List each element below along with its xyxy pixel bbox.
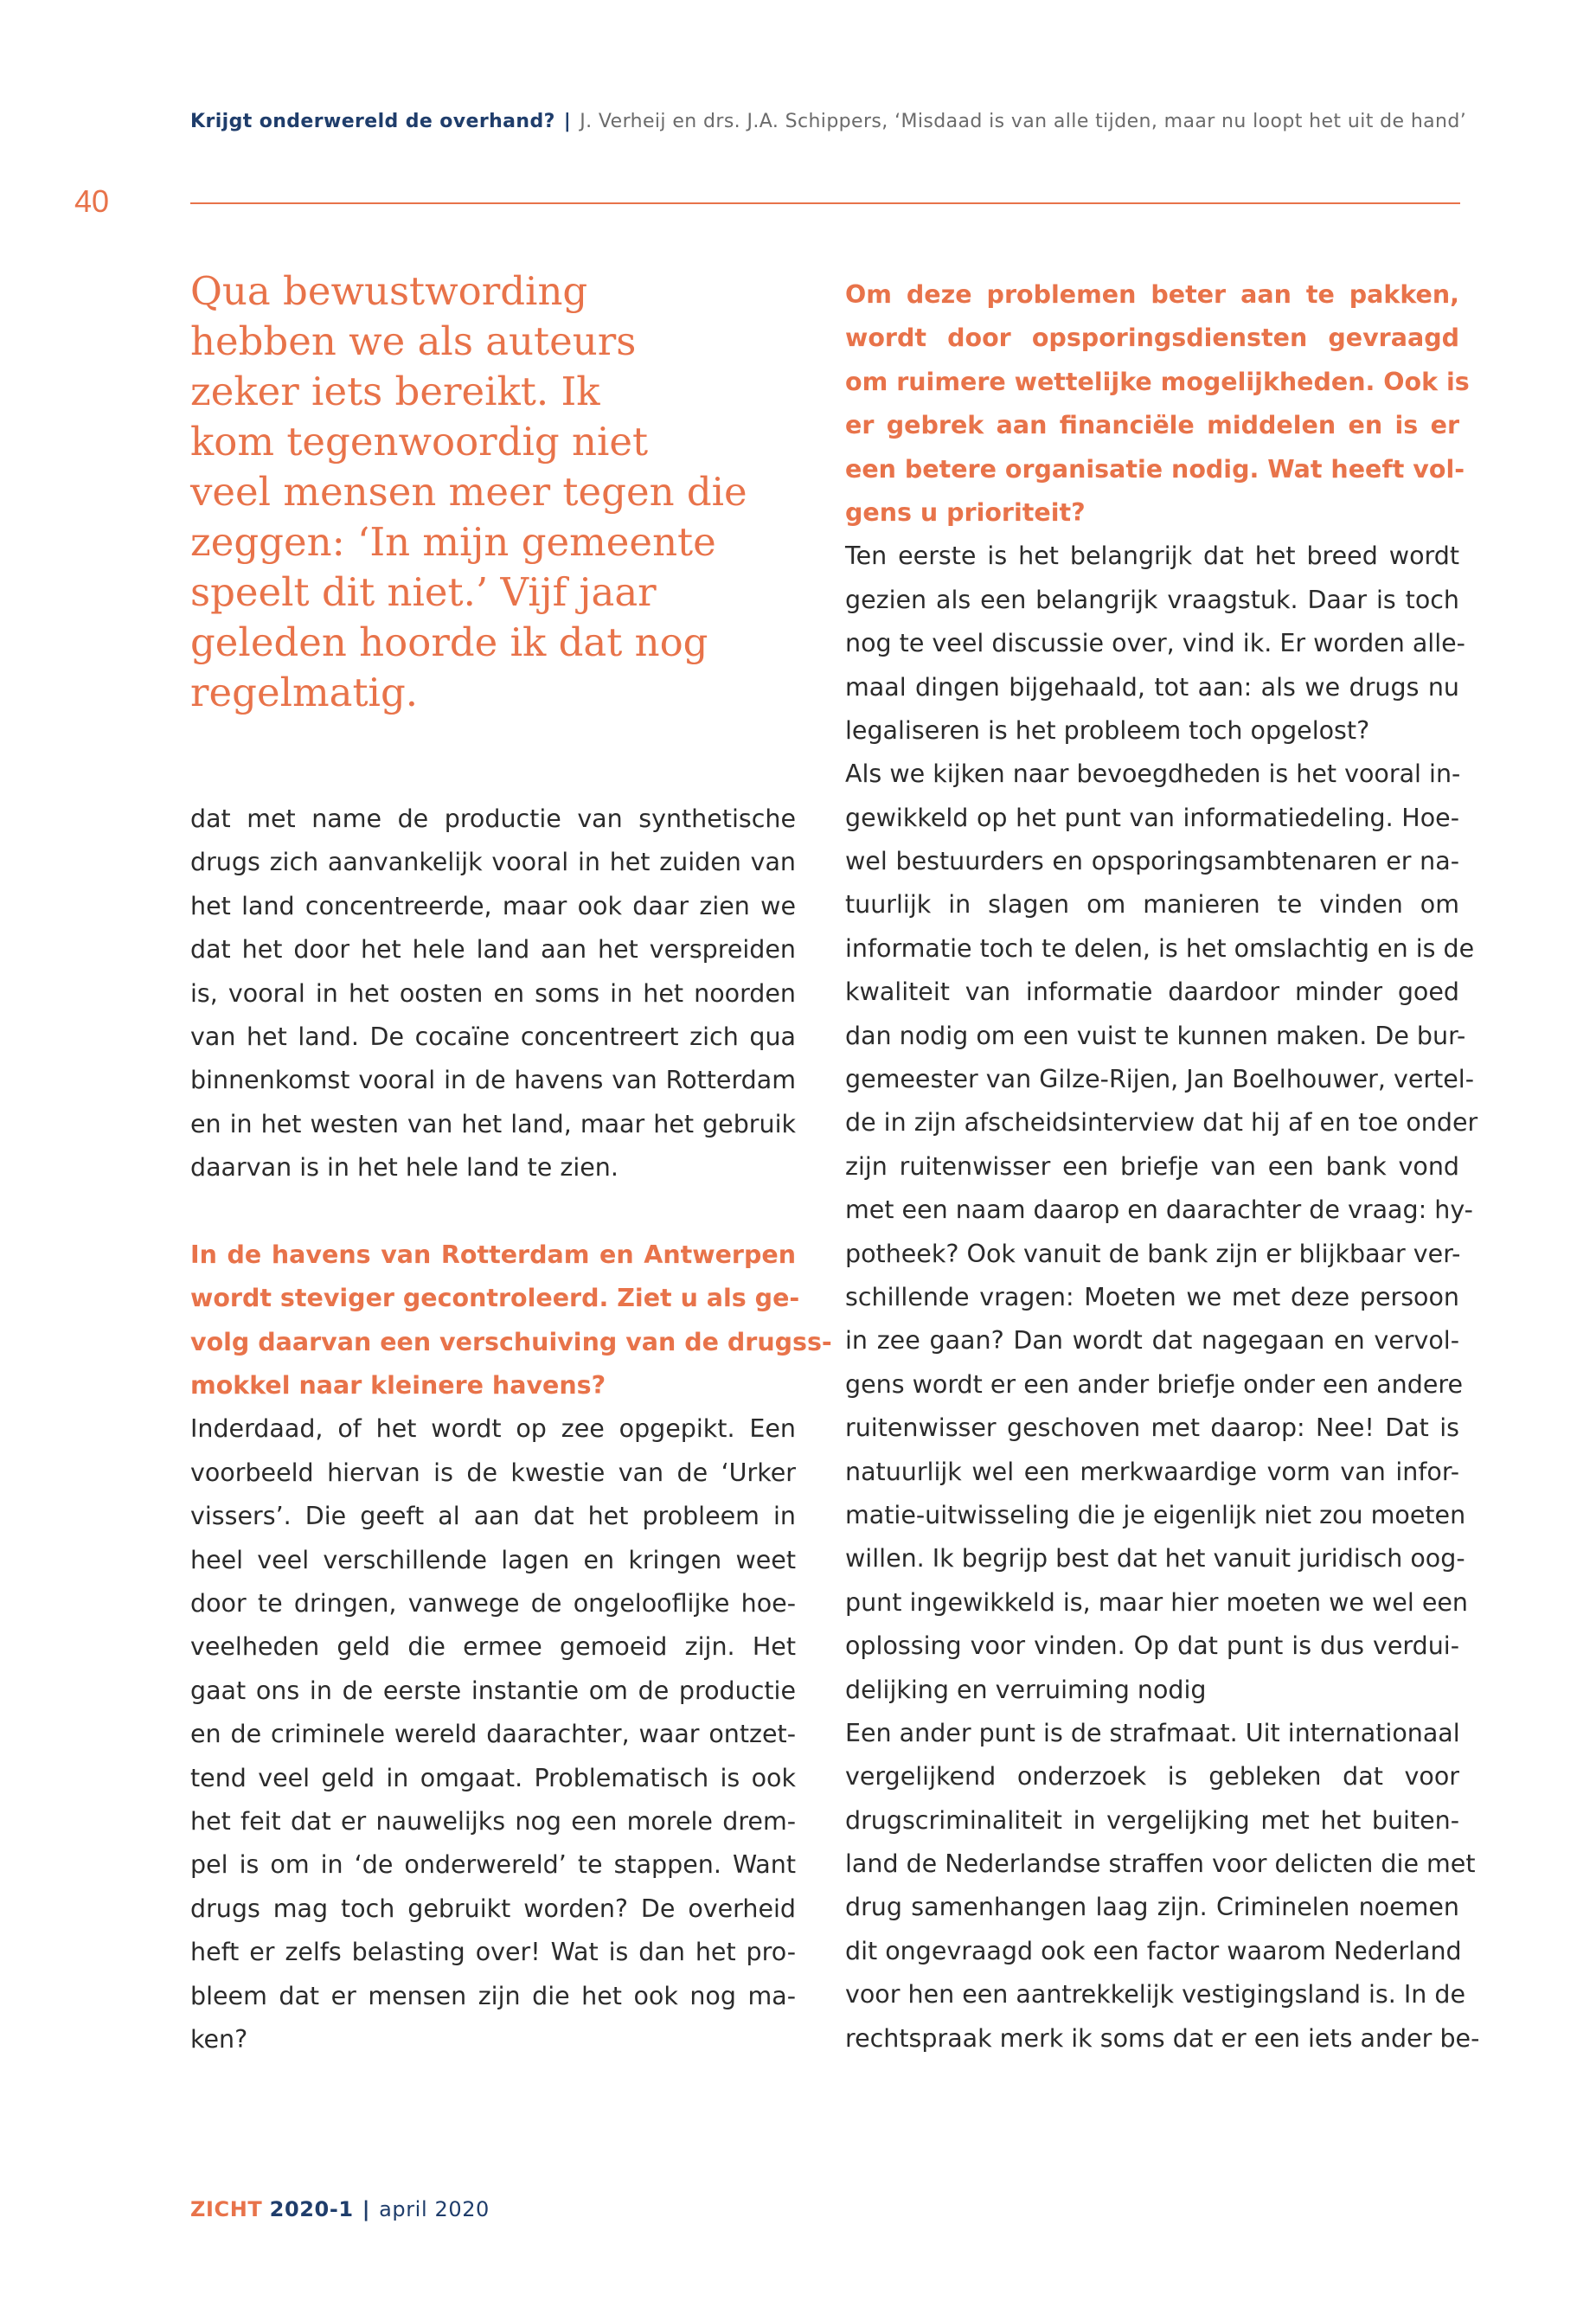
text-line: land de Nederlandse straffen voor delicten die met — [845, 1849, 1476, 1879]
left-column — [190, 798, 832, 2061]
pull-quote — [190, 266, 813, 718]
text-line: gens u prioriteit? — [845, 497, 1086, 527]
text-line: legaliseren is het probleem toch opgelost? — [845, 715, 1370, 745]
text-line: dat met name de productie van synthetische — [190, 804, 796, 833]
text-line: drugscriminaliteit in vergelijking met het buiten- — [845, 1805, 1459, 1835]
text-line: Ten eerste is het belangrijk dat het breed wordt — [845, 542, 1459, 571]
header-rule — [190, 202, 1460, 204]
text-line: potheek? Ook vanuit de bank zijn er blijkbaar ver- — [845, 1239, 1461, 1268]
text-line: daarvan is in het hele land te zien. — [190, 1153, 619, 1183]
text-line: gewikkeld op het punt van informatiedeling. Hoe- — [845, 803, 1459, 832]
text-line: vissers’. Die geeft al aan dat het probleem in — [190, 1502, 796, 1531]
text-line: mokkel naar kleinere havens? — [190, 1371, 606, 1400]
text-line: drugs zich aanvankelijk vooral in het zuiden van — [190, 848, 796, 877]
right-question — [845, 273, 1470, 535]
text-line: rechtspraak merk ik soms dat er een iets ander be- — [845, 2023, 1480, 2053]
text-line: om ruimere wettelijke mogelijkheden. Ook is — [845, 367, 1470, 396]
text-line: ruitenwisser geschoven met daarop: Nee! Dat is — [845, 1413, 1459, 1443]
text-line: oplossing voor vinden. Op dat punt is dus verdui- — [845, 1631, 1459, 1661]
text-line: door te dringen, vanwege de ongelooflijke hoe- — [190, 1589, 796, 1618]
pull-quote-line: geleden hoorde ik dat nog — [190, 619, 708, 665]
text-line: wel bestuurders en opsporingsambtenaren er na- — [845, 847, 1459, 876]
text-line: en in het westen van het land, maar het gebruik — [190, 1109, 796, 1138]
text-line: drug samenhangen laag zijn. Criminelen noemen — [845, 1893, 1459, 1922]
header-citation: J. Verheij en drs. J.A. Schippers, ‘Misdaad is van alle tijden, maar nu loopt het uit de hand’ — [580, 111, 1467, 132]
text-line: heft er zelfs belasting over! Wat is dan het pro- — [190, 1938, 796, 1967]
text-line: en de criminele wereld daarachter, waar ontzet- — [190, 1720, 796, 1749]
text-line: drugs mag toch gebruikt worden? De overheid — [190, 1894, 796, 1923]
right-paragraph-2 — [845, 753, 1478, 1712]
right-column — [845, 273, 1480, 2061]
page-number: 40 — [74, 183, 110, 219]
left-answer — [190, 1407, 796, 2061]
text-line: gezien als een belangrijk vraagstuk. Daar is toch — [845, 585, 1459, 614]
text-line: natuurlijk wel een merkwaardige vorm van infor- — [845, 1457, 1459, 1486]
text-line: tend veel geld in omgaat. Problematisch is ook — [190, 1763, 796, 1792]
text-line: punt ingewikkeld is, maar hier moeten we wel een — [845, 1587, 1468, 1617]
header-separator: | — [563, 111, 572, 132]
footer-separator: | — [362, 2197, 371, 2221]
text-line: kwaliteit van informatie daardoor minder goed — [845, 977, 1459, 1007]
pull-quote-line: kom tegenwoordig niet — [190, 419, 649, 465]
text-line: bleem dat er mensen zijn die het ook nog ma- — [190, 1981, 796, 2010]
text-line: Een ander punt is de strafmaat. Uit internationaal — [845, 1718, 1460, 1747]
text-line: veelheden geld die ermee gemoeid zijn. Het — [190, 1632, 796, 1662]
text-line: dat het door het hele land aan het verspreiden — [190, 935, 796, 965]
pull-quote-line: hebben we als auteurs — [190, 318, 637, 364]
text-line: gaat ons in de eerste instantie om de productie — [190, 1676, 796, 1705]
text-line: er gebrek aan financiële middelen en is er — [845, 411, 1459, 440]
text-line: schillende vragen: Moeten we met deze persoon — [845, 1282, 1459, 1311]
text-line: het land concentreerde, maar ook daar zien we — [190, 891, 796, 920]
text-line: maal dingen bijgehaald, tot aan: als we drugs nu — [845, 672, 1459, 702]
text-line: matie-uitwisseling die je eigenlijk niet zou moeten — [845, 1500, 1466, 1529]
paragraph-gap — [190, 1190, 796, 1234]
footer-brand: ZICHT — [190, 2197, 263, 2221]
text-line: wordt steviger gecontroleerd. Ziet u als ge- — [190, 1284, 800, 1313]
text-line: ken? — [190, 2024, 248, 2054]
text-line: in zee gaan? Dan wordt dat nagegaan en vervol- — [845, 1326, 1459, 1356]
header-title: Krijgt onderwereld de overhand? — [190, 111, 555, 132]
text-line: is, vooral in het oosten en soms in het noorden — [190, 978, 796, 1008]
pull-quote-line: veel mensen meer tegen die — [190, 469, 747, 515]
left-question — [190, 1234, 832, 1408]
pull-quote-line: zeggen: ‘In mijn gemeente — [190, 519, 716, 565]
text-line: zijn ruitenwisser een briefje van een bank vond — [845, 1151, 1459, 1181]
pull-quote-line: regelmatig. — [190, 670, 419, 715]
text-line: gens wordt er een ander briefje onder een andere — [845, 1369, 1463, 1399]
text-line: nog te veel discussie over, vind ik. Er worden alle- — [845, 629, 1465, 658]
text-line: pel is om in ‘de onderwereld’ te stappen. Want — [190, 1850, 796, 1880]
right-paragraph-1 — [845, 535, 1465, 753]
left-paragraph-1 — [190, 798, 796, 1190]
text-line: het feit dat er nauwelijks nog een morele drem- — [190, 1806, 796, 1836]
text-line: delijking en verruiming nodig — [845, 1675, 1207, 1704]
text-line: willen. Ik begrijp best dat het vanuit juridisch oog- — [845, 1544, 1465, 1574]
text-line: dan nodig om een vuist te kunnen maken. De bur- — [845, 1021, 1466, 1050]
text-line: gemeester van Gilze-Rijen, Jan Boelhouwer, vertel- — [845, 1065, 1475, 1094]
text-line: dit ongevraagd ook een factor waarom Nederland — [845, 1936, 1462, 1965]
footer-issue: 2020-1 — [269, 2197, 354, 2221]
running-header — [190, 111, 1467, 132]
text-line: wordt door opsporingsdiensten gevraagd — [845, 324, 1459, 353]
text-line: de in zijn afscheidsinterview dat hij af en toe onder — [845, 1108, 1478, 1138]
text-line: Om deze problemen beter aan te pakken, — [845, 280, 1459, 309]
pull-quote-line: speelt dit niet.’ Vijf jaar — [190, 569, 657, 615]
text-line: tuurlijk in slagen om manieren te vinden om — [845, 890, 1459, 920]
text-line: voor hen een aantrekkelijk vestigingsland is. In de — [845, 1980, 1466, 2009]
text-line: heel veel verschillende lagen en kringen weet — [190, 1545, 796, 1574]
text-line: met een naam daarop en daarachter de vraag: hy- — [845, 1195, 1473, 1225]
text-line: Als we kijken naar bevoegdheden is het vooral in- — [845, 760, 1461, 789]
pull-quote-line: zeker iets bereikt. Ik — [190, 369, 600, 414]
text-line: In de havens van Rotterdam en Antwerpen — [190, 1240, 796, 1269]
text-line: van het land. De cocaïne concentreert zich qua — [190, 1022, 796, 1051]
text-line: voorbeeld hiervan is de kwestie van de ‘Urker — [190, 1458, 796, 1487]
footer-date: april 2020 — [379, 2197, 490, 2221]
text-line: volg daarvan een verschuiving van de drugss- — [190, 1327, 832, 1356]
text-line: Inderdaad, of het wordt op zee opgepikt. Een — [190, 1414, 796, 1444]
footer — [190, 2197, 490, 2221]
right-paragraph-3 — [845, 1712, 1480, 2061]
text-line: binnenkomst vooral in de havens van Rotterdam — [190, 1066, 796, 1095]
pull-quote-line: Qua bewustwording — [190, 268, 588, 314]
text-line: een betere organisatie nodig. Wat heeft vol- — [845, 454, 1465, 484]
text-line: informatie toch te delen, is het omslachtig en is de — [845, 933, 1475, 963]
text-line: vergelijkend onderzoek is gebleken dat voor — [845, 1762, 1459, 1791]
